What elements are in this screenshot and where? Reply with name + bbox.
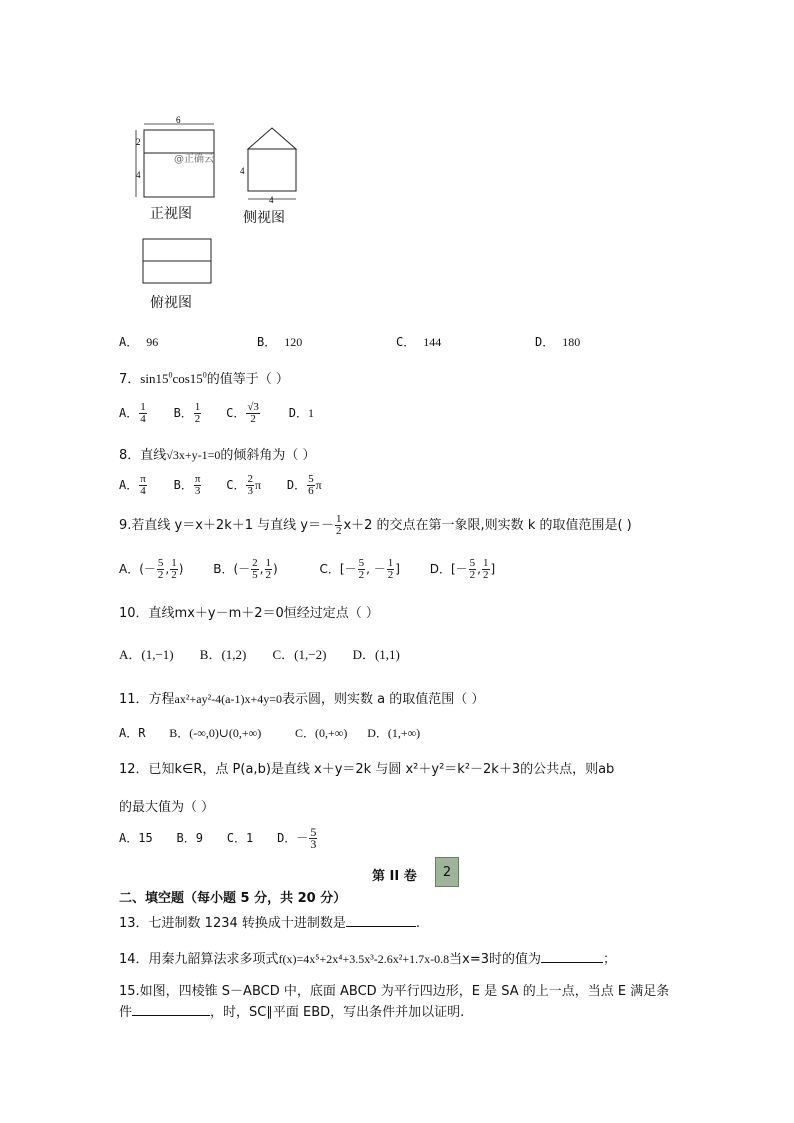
q15-answer-blank[interactable] xyxy=(132,1003,210,1016)
front-dim-lower: 4 xyxy=(136,170,141,180)
side-bottom-dim: 4 xyxy=(269,195,274,205)
q10-options: A．(1,−1) B．(1,2) C．(1,−2) D．(1,1) xyxy=(119,647,400,662)
q15-question-line1: 15.如图，四棱锥 S－ABCD 中，底面 ABCD 为平行四边形，E 是 SA 的上一点，当点 E 满足条 xyxy=(119,984,670,999)
section-badge: 2 xyxy=(435,857,459,887)
section-title: 第 II 卷 xyxy=(372,869,417,884)
q7-question: 7．$\sin 15^0\cos 15^0$的值等于（ ） xyxy=(119,370,289,387)
q13-answer-blank[interactable] xyxy=(346,914,416,927)
front-view-caption: 正视图 xyxy=(150,206,192,222)
q8-options: A． $\frac{\pi}{4}$ B． $\frac{\pi}{3}$ C． $\frac{2}{3}$ π D． $\frac{5}{6}$ π xyxy=(119,473,322,497)
q6-option-b: B． 120 xyxy=(257,335,303,349)
q14-question: 14．用秦九韶算法求多项式f(x)=4x⁵+2x⁴+3.5x³-2.6x²+1.7x-0.8当x=3时的值为 ； xyxy=(119,952,617,967)
front-view-figure xyxy=(130,112,230,202)
side-view-caption: 侧视图 xyxy=(243,210,285,226)
q9-question: 9.若直线 y＝x＋2k＋1 与直线 y＝－ $\frac{1}{2}$ x＋2 的交点在第一象限,则实数 k 的取值范围是( ) xyxy=(119,513,632,537)
top-view-caption: 俯视图 xyxy=(150,295,192,311)
q12-options: A．15 B．9 C．1 D．－ $\frac{5}{3}$ xyxy=(119,825,317,851)
q9-options: A．(－ $\frac{5}{2}$ , $\frac{1}{2}$ ) B．(－ $\frac{2}{5}$ , $\frac{1}{2}$ ) C．[－ $\frac{5}{2}$ , － $\frac{1}{2}$ ] D．[－ $\frac{5}{2}$ , $\frac{1}{2}$ ] xyxy=(119,557,496,581)
front-top-dim: 6 xyxy=(176,115,181,125)
q6-option-c: C． 144 xyxy=(396,335,442,349)
top-view-figure xyxy=(142,238,214,286)
q11-options: A．R B．(-∞,0)∪(0,+∞) C．(0,+∞) D．(1,+∞) xyxy=(119,726,421,740)
side-view-figure xyxy=(236,124,306,210)
q15-question-line2: 件 ，时，SC∥平面 EBD，写出条件并加以证明. xyxy=(119,1005,465,1020)
front-dim-upper: 2 xyxy=(136,137,141,147)
q13-question: 13．七进制数 1234 转换成十进制数是 . xyxy=(119,916,421,931)
q7-options: A． $\frac{1}{4}$ B． $\frac{1}{2}$ C． $\frac{√3}{2}$ D．1 xyxy=(119,401,314,425)
q14-answer-blank[interactable] xyxy=(541,950,603,963)
q11-question: 11．方程ax²+ay²-4(a-1)x+4y=0表示圆，则实数 a 的取值范围（ ） xyxy=(119,692,485,707)
q10-question: 10．直线mx＋y－m＋2＝0恒经过定点（ ） xyxy=(119,606,379,621)
q6-option-a: A． 96 xyxy=(119,335,159,349)
side-dim: 4 xyxy=(240,166,245,176)
q12-question-line2: 的最大值为（ ） xyxy=(119,800,215,815)
section-heading: 二、填空题（每小题 5 分，共 20 分） xyxy=(119,891,347,906)
watermark: @正确云 xyxy=(174,154,214,165)
q6-option-d: D． 180 xyxy=(535,335,581,349)
q8-question: 8．直线√3x+y-1=0的倾斜角为（ ） xyxy=(119,448,316,463)
q12-question-line1: 12．已知k∈R，点 P(a,b)是直线 x＋y＝2k 与圆 x²＋y²＝k²－2k＋3的公共点，则ab xyxy=(119,762,615,777)
